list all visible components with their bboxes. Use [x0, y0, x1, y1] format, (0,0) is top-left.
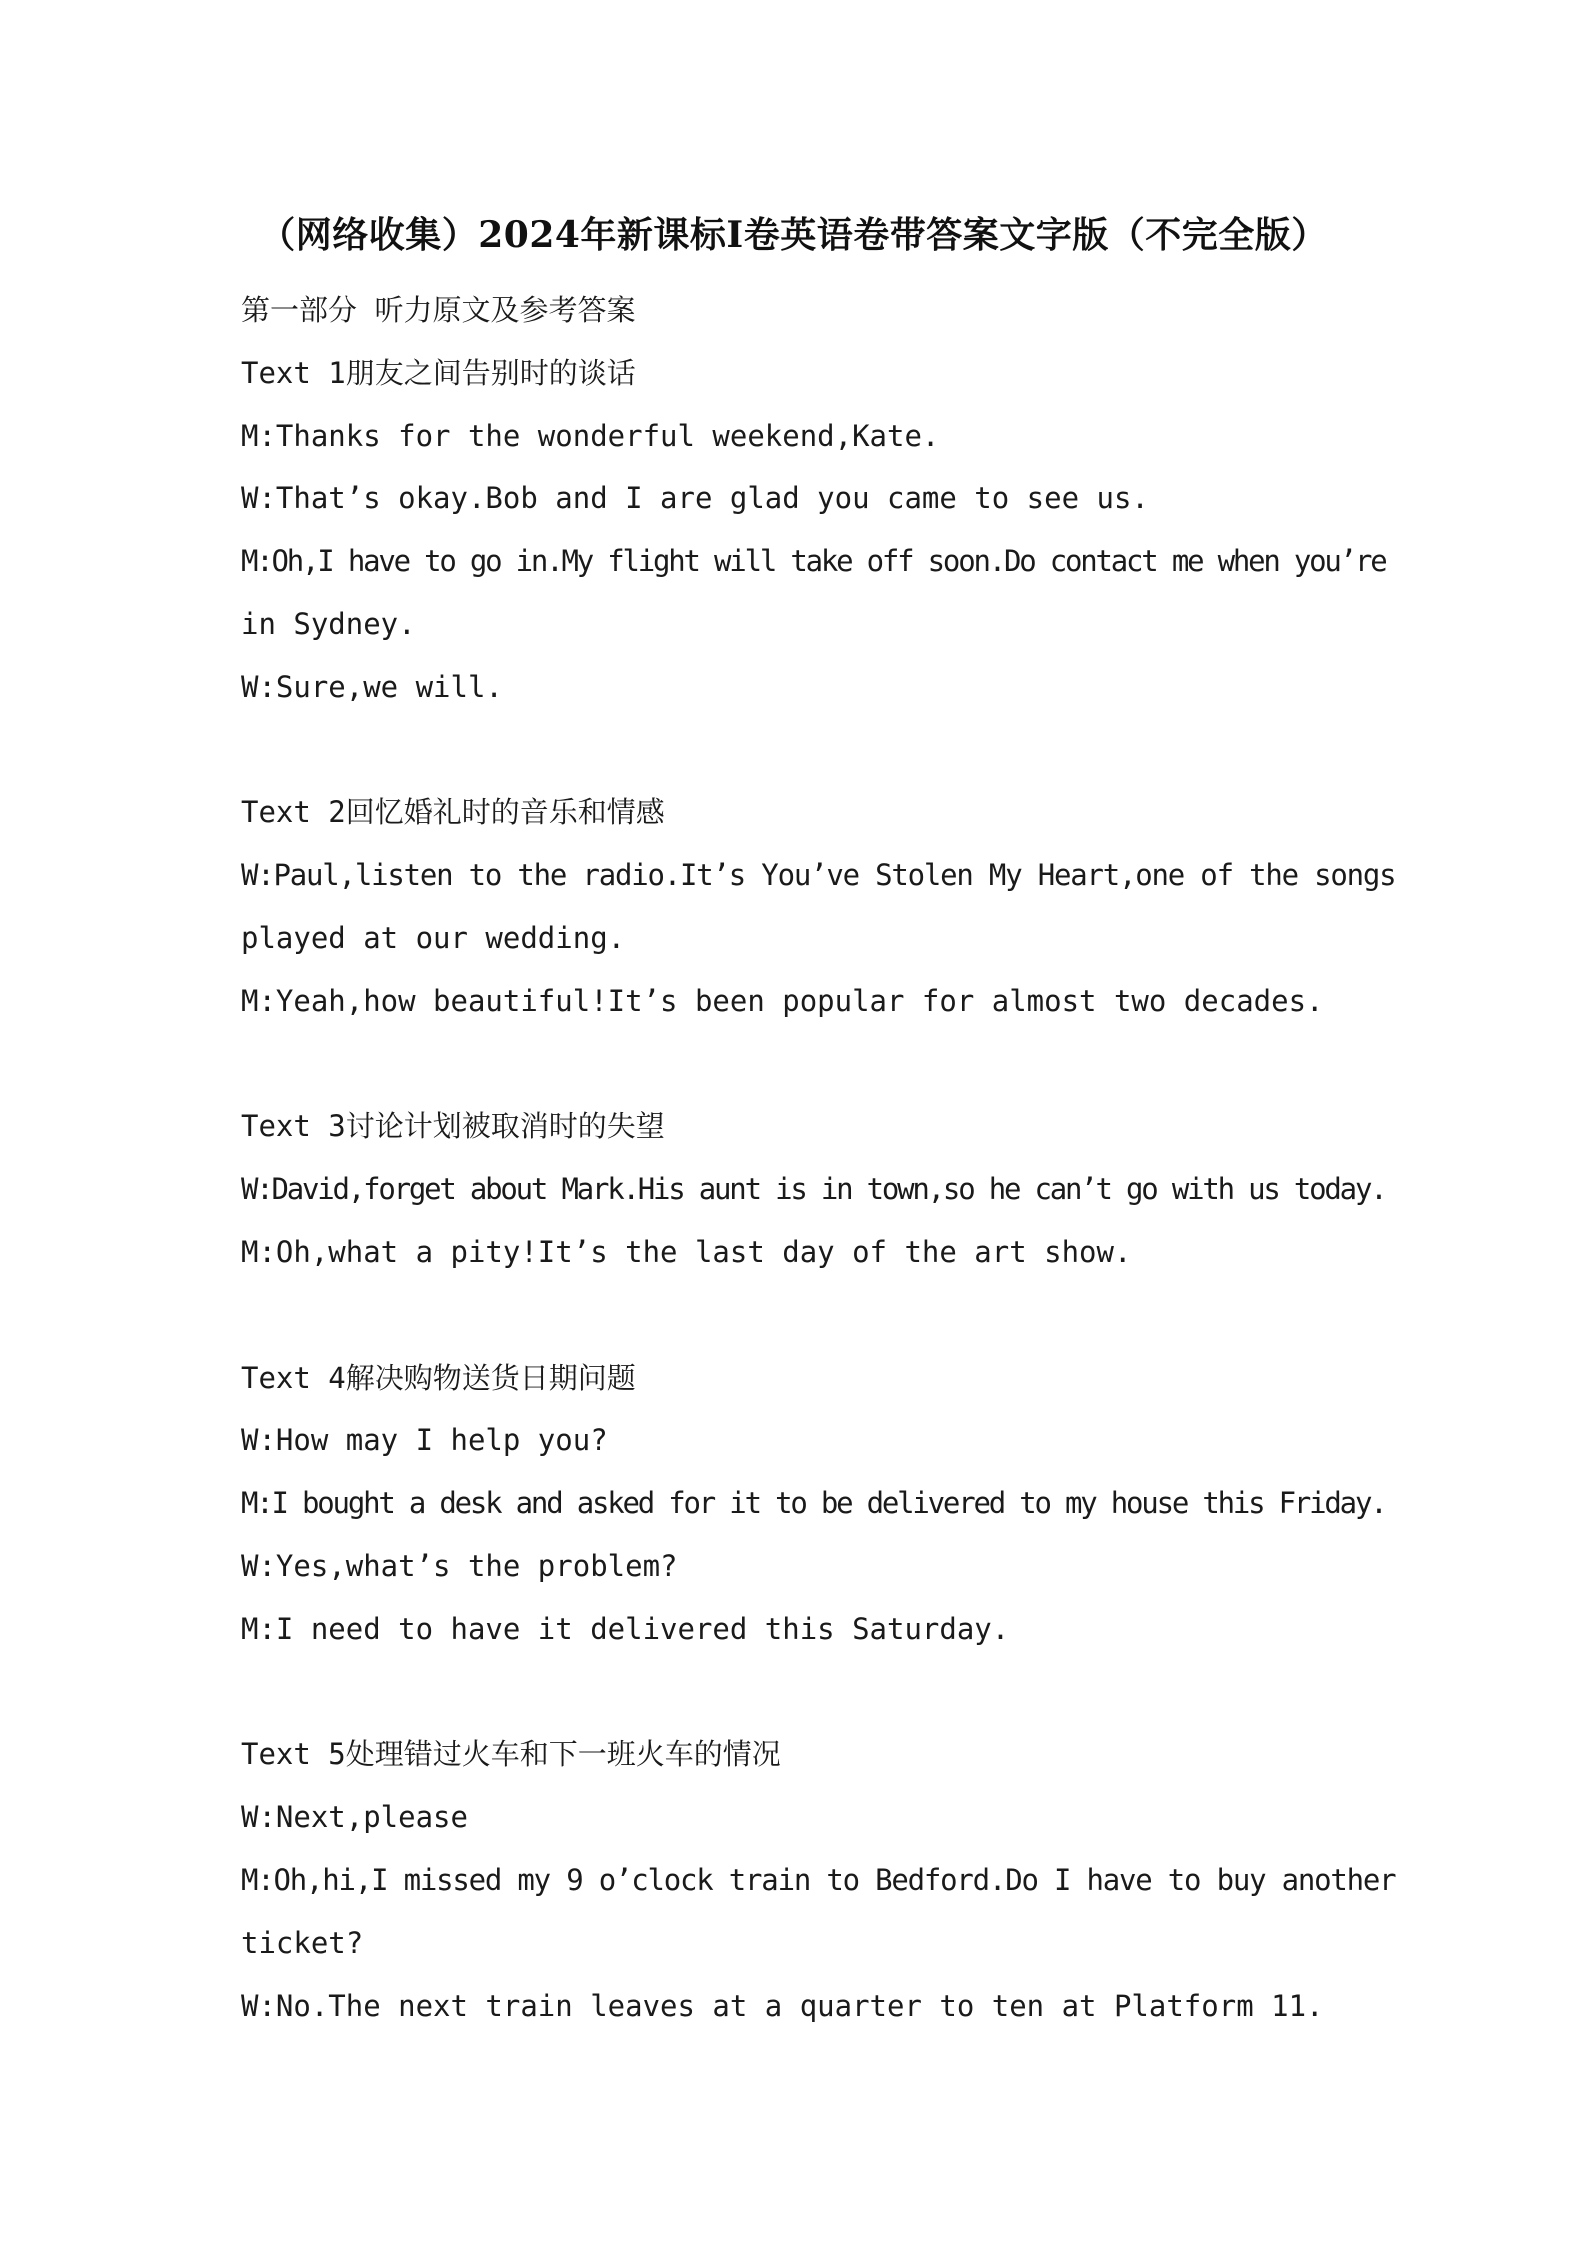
paragraph-gap — [241, 1661, 1361, 1724]
dialogue-line: W:Sure,we will. — [241, 669, 503, 704]
dialogue-line: W:Paul,listen to the radio.It’s You’ve Stolen My Heart,one of the songs — [241, 858, 1396, 893]
dialogue-line: M:Oh,I have to go in.My flight will take off soon.Do contact me when you’re — [241, 544, 1386, 579]
dialogue-line: M:I bought a desk and asked for it to be delivered to my house this Friday. — [241, 1486, 1386, 1521]
text-2-heading: Text 2回忆婚礼时的音乐和情感 — [241, 795, 665, 830]
dialogue-line: M:Yeah,how beautiful!It’s been popular for almost two decades. — [241, 983, 1324, 1018]
dialogue-line: W:Next,please — [241, 1800, 468, 1835]
dialogue-line: ticket? — [241, 1925, 364, 1960]
document-title: （网络收集）2024年新课标Ⅰ卷英语卷带答案文字版（不完全版） — [259, 214, 1328, 256]
dialogue-line: played at our wedding. — [241, 920, 626, 955]
dialogue-line: W:How may I help you? — [241, 1423, 608, 1458]
text-3-heading: Text 3讨论计划被取消时的失望 — [241, 1109, 665, 1144]
dialogue-line: W:Yes,what’s the problem? — [241, 1548, 678, 1583]
paragraph-gap — [241, 1284, 1361, 1347]
text-4-heading: Text 4解决购物送货日期问题 — [241, 1360, 636, 1395]
paragraph-gap — [241, 719, 1361, 782]
text-1-heading: Text 1朋友之间告别时的谈话 — [241, 355, 636, 390]
text-5-heading: Text 5处理错过火车和下一班火车的情况 — [241, 1737, 781, 1772]
dialogue-line: M:Oh,what a pity!It’s the last day of the art show. — [241, 1234, 1132, 1269]
paragraph-gap — [241, 1033, 1361, 1096]
dialogue-line: W:No.The next train leaves at a quarter to ten at Platform 11. — [241, 1988, 1324, 2023]
document-body — [241, 279, 1396, 2037]
dialogue-line: in Sydney. — [241, 606, 416, 641]
dialogue-line: W:That’s okay.Bob and I are glad you came to see us. — [241, 481, 1149, 516]
dialogue-line: W:David,forget about Mark.His aunt is in town,so he can’t go with us today. — [241, 1172, 1386, 1207]
dialogue-line: M:Thanks for the wonderful weekend,Kate. — [241, 418, 940, 453]
section-heading: 第一部分 听力原文及参考答案 — [241, 293, 636, 327]
dialogue-line: M:Oh,hi,I missed my 9 o’clock train to Bedford.Do I have to buy another — [241, 1862, 1396, 1897]
dialogue-line: M:I need to have it delivered this Saturday. — [241, 1611, 1010, 1646]
